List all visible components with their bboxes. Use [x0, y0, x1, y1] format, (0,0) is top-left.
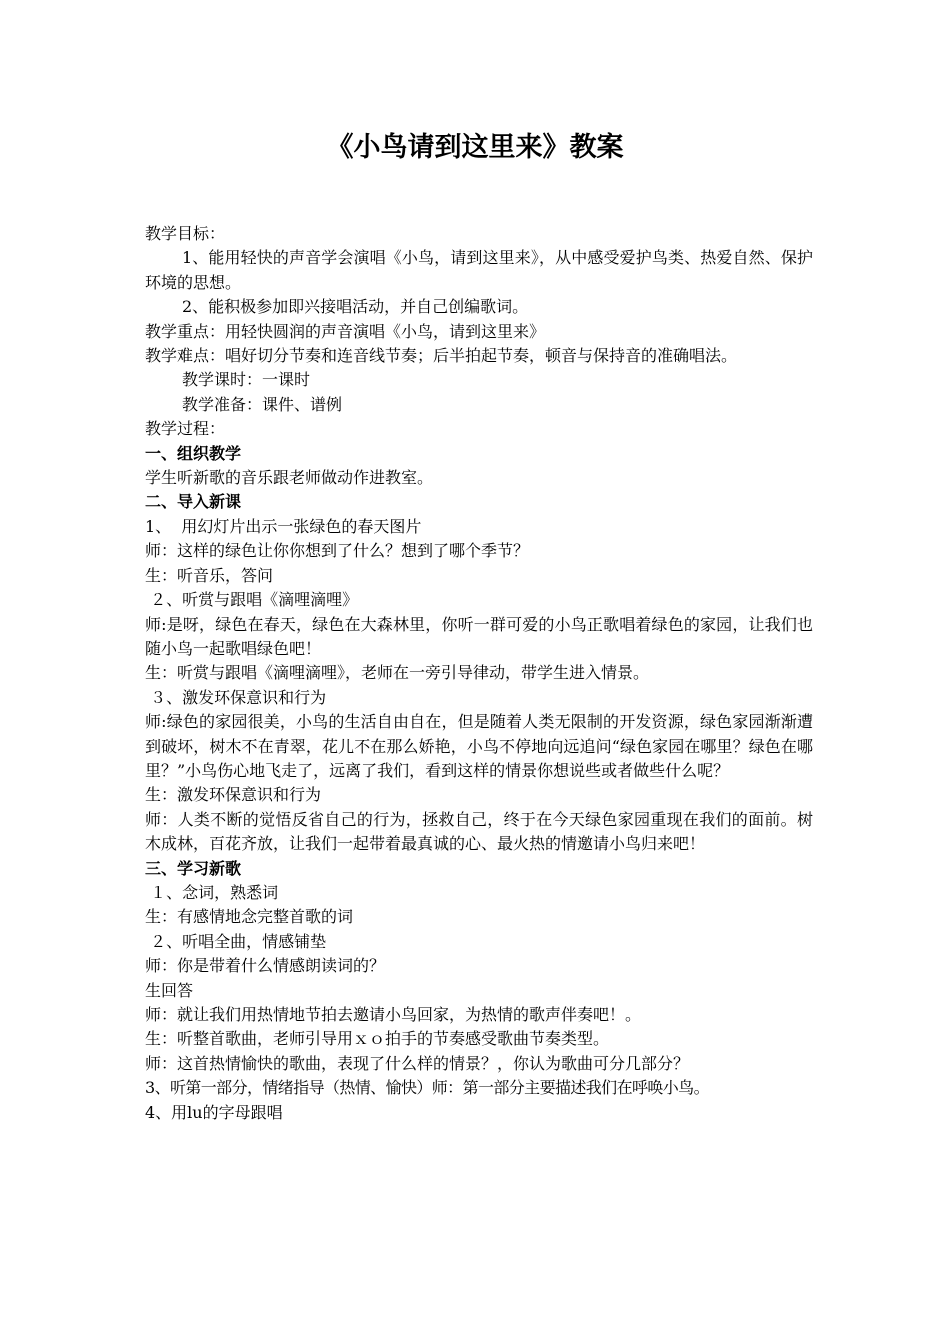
text-line: 1、能用轻快的声音学会演唱《小鸟，请到这里来》，从中感受爱护鸟类、热爱自然、保护环境的思想。 [145, 248, 813, 292]
text-line: 生：听赏与跟唱《滴哩滴哩》，老师在一旁引导律动，带学生进入情景。 [145, 663, 650, 683]
section-heading: 三、学习新歌 [145, 858, 242, 878]
text-line: 生：激发环保意识和行为 [145, 785, 322, 805]
text-line: 4、用lu的字母跟唱 [145, 1102, 283, 1122]
text-line: 教学重点：用轻快圆润的声音演唱《小鸟，请到这里来》 [145, 321, 546, 341]
text-line: 教学目标： [145, 224, 226, 243]
text-line: ２、听赏与跟唱《滴哩滴哩》 [145, 590, 359, 610]
document-title: 《小鸟请到这里来》教案 [326, 132, 624, 163]
text-line: ２、听唱全曲，情感铺垫 [145, 931, 327, 951]
text-line: 生：听音乐，答问 [145, 565, 274, 585]
text-line: 师:绿色的家园很美，小鸟的生活自由自在，但是随着人类无限制的开发资源，绿色家园渐渐遭到破坏，树木不在青翠，花儿不在那么娇艳，小鸟不停地向远追问“绿色家园在哪里？绿色在哪里？”小鸟伤心地飞走了，远离了我们，看到这样的情景你想说些或者做些什么呢？ [145, 712, 813, 780]
text-line: 师:是呀，绿色在春天，绿色在大森林里，你听一群可爱的小鸟正歌唱着绿色的家园，让我们也随小鸟一起歌唱绿色吧！ [145, 614, 813, 658]
text-line: 师：这样的绿色让你你想到了什么？想到了哪个季节？ [145, 541, 530, 561]
text-line: 2、能积极参加即兴接唱活动，并自己创编歌词。 [182, 297, 529, 317]
text-line: 1、 用幻灯片出示一张绿色的春天图片 [145, 516, 422, 536]
text-line: １、念词，熟悉词 [145, 882, 279, 902]
text-line: 教学过程： [145, 419, 226, 439]
text-line: 教学难点：唱好切分节奏和连音线节奏；后半拍起节奏，顿音与保持音的准确唱法。 [145, 346, 738, 366]
text-line: 教学课时：一课时 [182, 370, 311, 390]
text-line: 3、听第一部分，情绪指导（热情、愉快）师：第一部分主要描述我们在呼唤小鸟。 [145, 1078, 709, 1098]
document-body [145, 222, 813, 1125]
text-line: ３、激发环保意识和行为 [145, 687, 327, 707]
text-line: 学生听新歌的音乐跟老师做动作进教室。 [145, 468, 434, 488]
text-line: 师：就让我们用热情地节拍去邀请小鸟回家，为热情的歌声伴奏吧！。 [145, 1005, 642, 1024]
text-line: 师：你是带着什么情感朗读词的？ [145, 956, 386, 976]
text-line: 师：人类不断的觉悟反省自己的行为，拯救自己，终于在今天绿色家园重现在我们的面前。树木成林，百花齐放，让我们一起带着最真诚的心、最火热的情邀请小鸟归来吧！ [145, 809, 813, 854]
text-line: 生回答 [145, 980, 194, 1000]
section-heading: 一、组织教学 [145, 443, 242, 463]
text-line: 生：听整首歌曲，老师引导用ｘｏ拍手的节奏感受歌曲节奏类型。 [145, 1029, 610, 1049]
text-line: 生：有感情地念完整首歌的词 [145, 907, 354, 927]
text-line: 教学准备：课件、谱例 [182, 394, 343, 414]
section-heading: 二、导入新课 [145, 492, 242, 512]
text-line: 师：这首热情愉快的歌曲，表现了什么样的情景？，你认为歌曲可分几部分？ [145, 1053, 690, 1073]
